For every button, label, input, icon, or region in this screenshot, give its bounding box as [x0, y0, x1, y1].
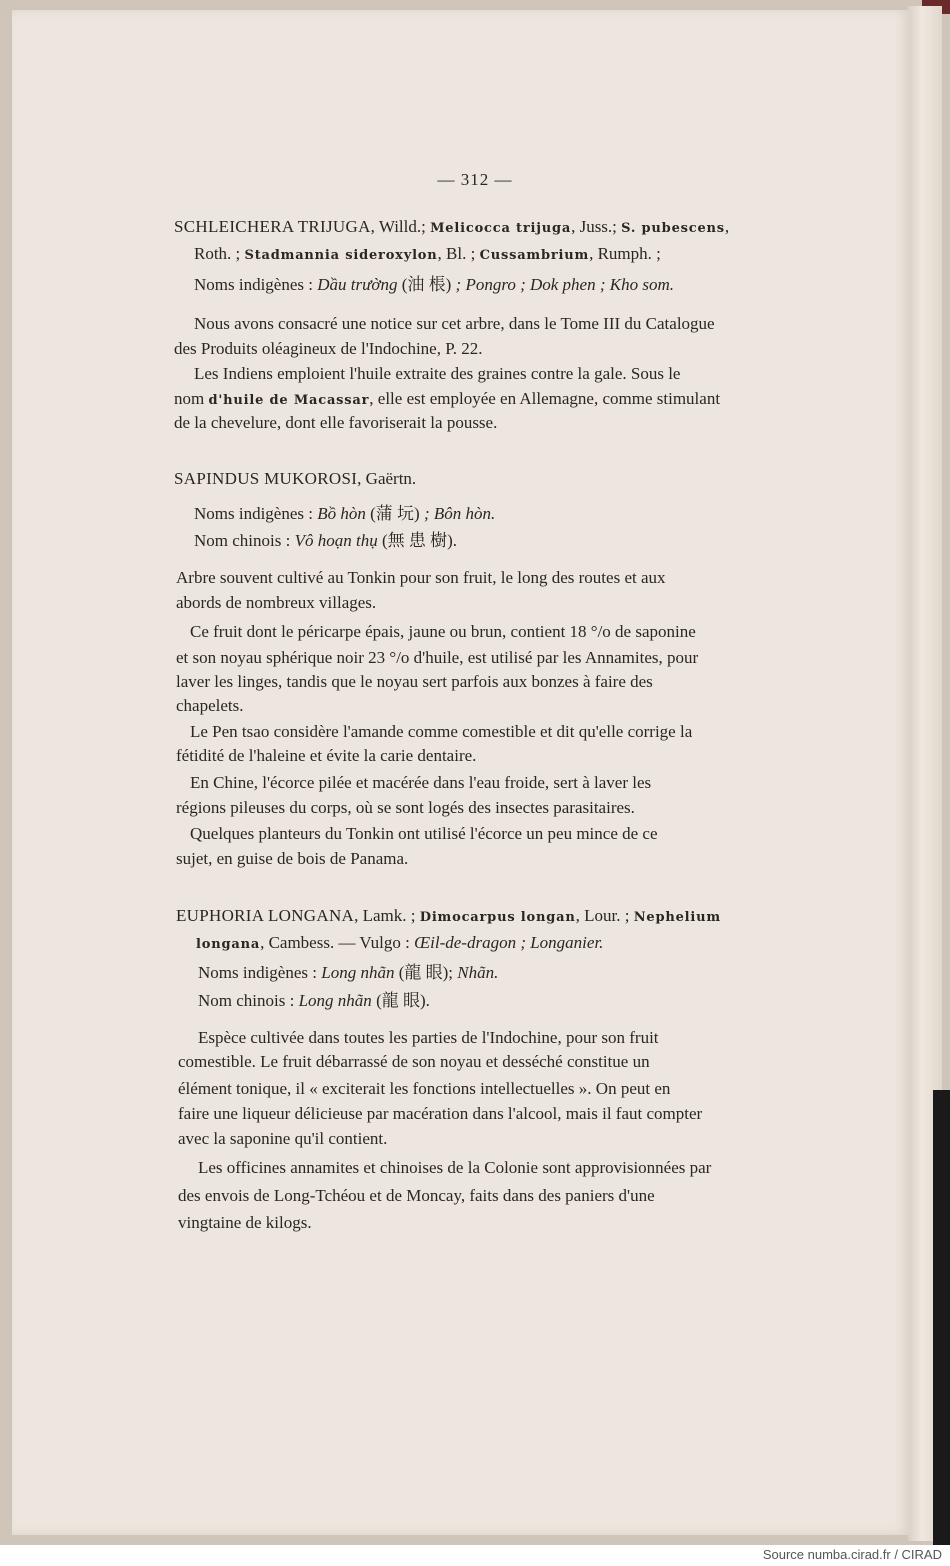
source-credit: Source numba.cirad.fr / CIRAD: [762, 1547, 942, 1562]
entry-heading-cont: longana, Cambess. — Vulgo : Œil-de-dragon ; Longanier.: [196, 933, 604, 952]
paragraph-line: En Chine, l'écorce pilée et macérée dans l'eau froide, sert à laver les: [190, 773, 652, 792]
ribbon-bookmark: [933, 1090, 950, 1545]
native-name: Long nhãn: [321, 963, 395, 982]
vulgar-names: Œil-de-dragon ; Longanier.: [414, 933, 604, 952]
paragraph-line: des Produits oléagineux de l'Indochine, P. 22.: [174, 339, 483, 358]
paragraph-line: et son noyau sphérique noir 23 °/o d'huile, est utilisé par les Annamites, pour: [176, 648, 699, 667]
synonym: Dimocarpus longan: [419, 910, 576, 925]
entry-heading-cont: Roth. ; Stadmannia sideroxylon, Bl. ; Cussambrium, Rumph. ;: [194, 244, 661, 263]
paragraph-line: Nous avons consacré une notice sur cet arbre, dans le Tome III du Catalogue: [194, 314, 715, 333]
paragraph-line: Les Indiens emploient l'huile extraite des graines contre la gale. Sous le: [194, 364, 681, 383]
synonym: longana: [196, 937, 261, 952]
paragraph-line: chapelets.: [176, 696, 244, 715]
paragraph-line: Quelques planteurs du Tonkin ont utilisé l'écorce un peu mince de ce: [190, 824, 658, 843]
native-name: Dầu trường: [317, 275, 398, 294]
paragraph-line: abords de nombreux villages.: [176, 593, 377, 612]
entry-heading: SAPINDUS MUKOROSI, Gaërtn.: [174, 469, 417, 488]
native-name: Bồ hòn: [317, 504, 366, 523]
synonym: Stadmannia sideroxylon: [244, 248, 438, 263]
chinese-characters: (油 棖): [401, 275, 452, 294]
paragraph-line: régions pileuses du corps, où se sont logés des insectes parasitaires.: [176, 798, 635, 817]
synonym: Cussambrium: [479, 248, 590, 263]
native-names-line: Noms indigènes : Long nhãn (龍 眼); Nhãn.: [198, 963, 499, 982]
synonym: Nephelium: [633, 910, 721, 925]
paragraph-line: fétidité de l'haleine et évite la carie dentaire.: [176, 746, 477, 765]
species-name: SAPINDUS MUKOROSI: [174, 469, 358, 488]
chinese-characters: (龍 眼).: [376, 991, 430, 1010]
paragraph-line: Les officines annamites et chinoises de la Colonie sont approvisionnées par: [198, 1158, 712, 1177]
paragraph-line: laver les linges, tandis que le noyau sert parfois aux bonzes à faire des: [176, 672, 653, 691]
paragraph-line: Le Pen tsao considère l'amande comme comestible et dit qu'elle corrige la: [190, 722, 693, 741]
species-name: EUPHORIA LONGANA: [176, 906, 355, 925]
native-names-line: Noms indigènes : Bồ hòn (蒲 坃) ; Bôn hòn.: [194, 504, 496, 523]
chinese-characters: (蒲 坃): [370, 504, 420, 523]
synonym: Melicocca trijuga: [430, 221, 572, 236]
paragraph-line: vingtaine de kilogs.: [178, 1213, 312, 1232]
page-number: — 312 —: [437, 170, 513, 189]
paragraph-line: avec la saponine qu'il contient.: [178, 1129, 388, 1148]
chinese-name: Long nhãn: [298, 991, 372, 1010]
paragraph-line: nom d'huile de Macassar, elle est employée en Allemagne, comme stimulant: [174, 389, 721, 408]
paragraph-line: de la chevelure, dont elle favoriserait la pousse.: [174, 413, 498, 432]
chinese-name-line: Nom chinois : Vô hoạn thụ (無 患 樹).: [194, 531, 458, 550]
paragraph-line: sujet, en guise de bois de Panama.: [176, 849, 409, 868]
chinese-name-line: Nom chinois : Long nhãn (龍 眼).: [198, 991, 430, 1010]
paragraph-line: faire une liqueur délicieuse par macération dans l'alcool, mais il faut compter: [178, 1104, 703, 1123]
paragraph-line: comestible. Le fruit débarrassé de son noyau et desséché constitue un: [178, 1052, 650, 1071]
chinese-name: Vô hoạn thụ: [294, 531, 378, 550]
species-name: SCHLEICHERA TRIJUGA: [174, 217, 371, 236]
entry-heading: EUPHORIA LONGANA, Lamk. ; Dimocarpus longan, Lour. ; Nephelium: [176, 906, 721, 925]
paragraph-line: des envois de Long-Tchéou et de Moncay, faits dans des paniers d'une: [178, 1186, 655, 1205]
paragraph-line: Arbre souvent cultivé au Tonkin pour son fruit, le long des routes et aux: [176, 568, 666, 587]
bold-term: d'huile de Macassar: [208, 393, 370, 408]
synonym: S. pubescens: [621, 221, 725, 236]
chinese-characters: (龍 眼);: [398, 963, 454, 982]
entry-heading: SCHLEICHERA TRIJUGA, Willd.; Melicocca trijuga, Juss.; S. pubescens,: [174, 217, 730, 236]
native-names-line: Noms indigènes : Dầu trường (油 棖) ; Pongro ; Dok phen ; Kho som.: [194, 275, 674, 294]
paragraph-line: élément tonique, il « exciterait les fonctions intellectuelles ». On peut en: [178, 1079, 671, 1098]
paragraph-line: Ce fruit dont le péricarpe épais, jaune ou brun, contient 18 °/o de saponine: [190, 622, 696, 641]
chinese-characters: (無 患 樹).: [381, 531, 458, 550]
paragraph-line: Espèce cultivée dans toutes les parties de l'Indochine, pour son fruit: [198, 1028, 659, 1047]
